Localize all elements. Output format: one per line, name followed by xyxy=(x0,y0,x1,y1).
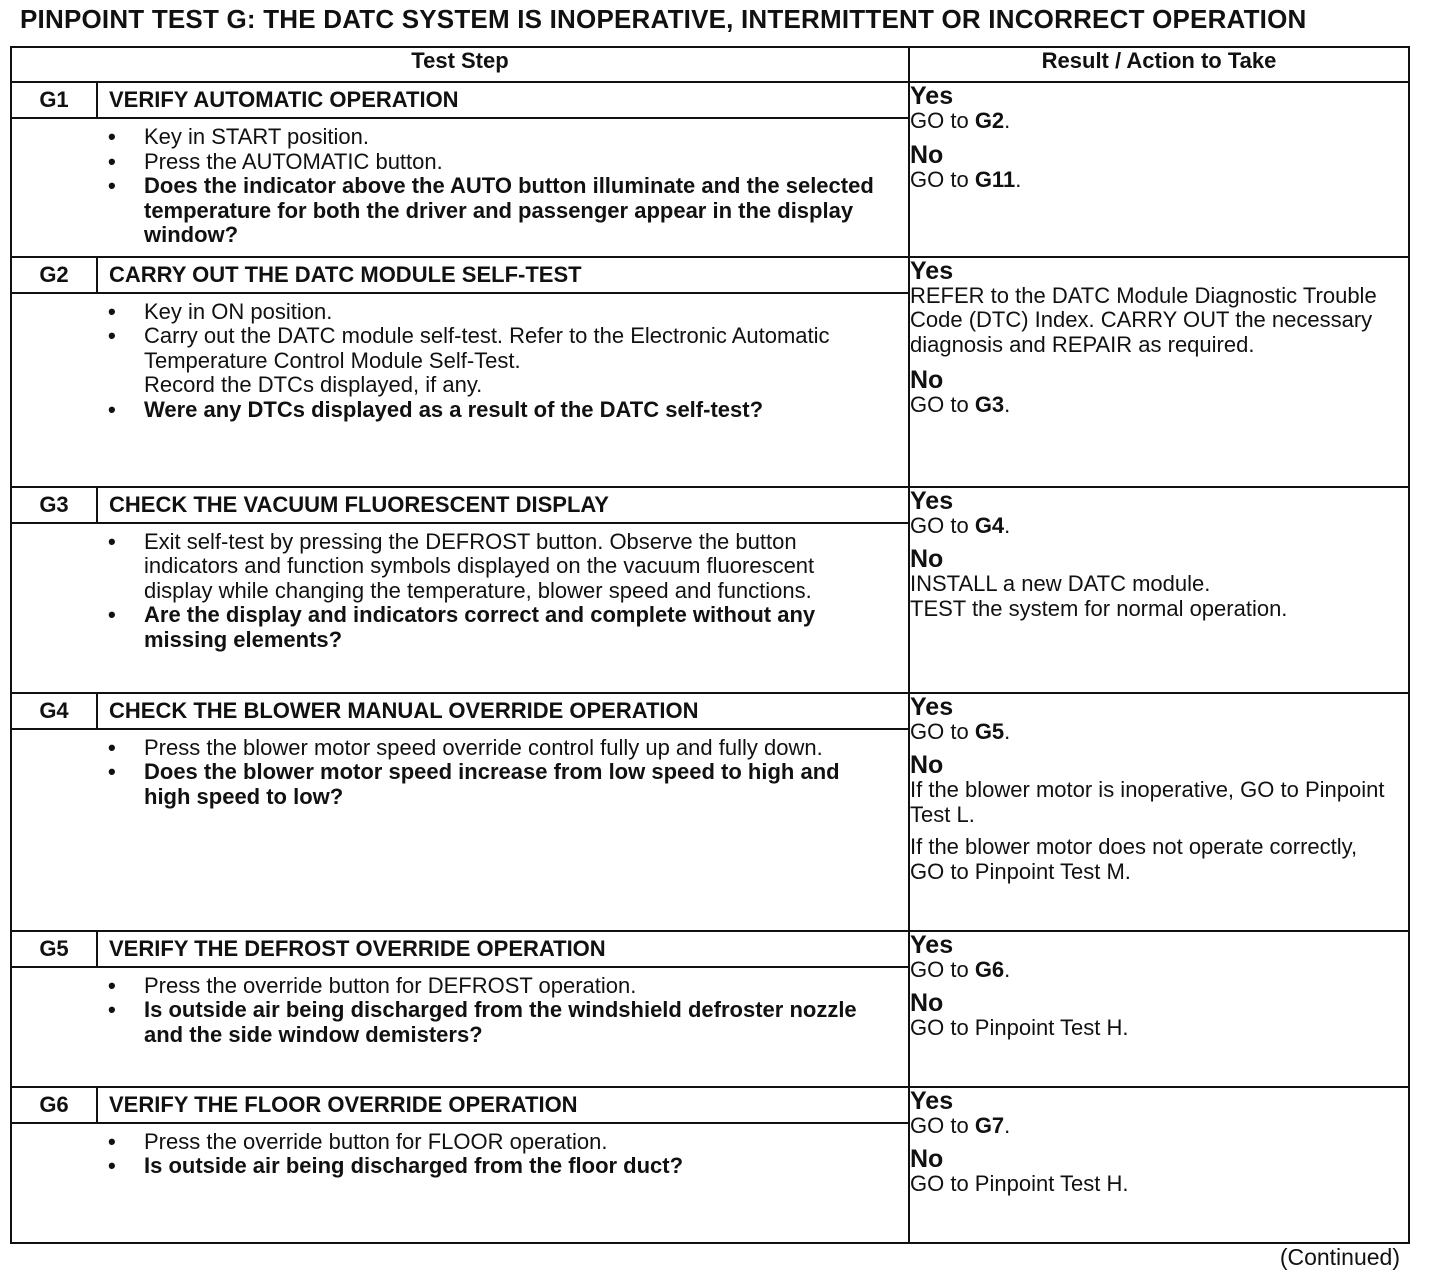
instruction-item: • Exit self-test by pressing the DEFROST button. Observe the button indicators and function symbols displayed on the vacuum fluorescent display while changing the temperature, blower speed and functions. xyxy=(12,530,908,604)
yes-action: REFER to the DATC Module Diagnostic Trouble Code (DTC) Index. CARRY OUT the necessary diagnosis and REPAIR as required. xyxy=(910,282,1377,357)
test-question: • Does the blower motor speed increase from low speed to high and high speed to low? xyxy=(12,760,908,809)
goto-step-link: G11 xyxy=(974,166,1016,192)
yes-action: GO to G7. xyxy=(910,1112,1011,1138)
step-cell xyxy=(11,693,909,931)
yes-label: Yes xyxy=(910,256,954,285)
yes-action: GO to G5. xyxy=(910,718,1011,744)
step-title: VERIFY THE DEFROST OVERRIDE OPERATION xyxy=(109,935,606,961)
test-question: • Are the display and indicators correct and complete without any missing elements? xyxy=(12,603,908,652)
no-label: No xyxy=(910,751,944,779)
no-action-line: TEST the system for normal operation. xyxy=(910,595,1288,621)
step-id: G2 xyxy=(12,258,98,292)
yes-label: Yes xyxy=(910,82,954,110)
goto-step-link: G3 xyxy=(974,392,1005,417)
step-cell xyxy=(11,257,909,487)
test-step-row-g2 xyxy=(11,257,1409,487)
table-header-row xyxy=(11,47,1409,82)
step-id: G4 xyxy=(12,694,98,728)
instruction-item: • Press the blower motor speed override control fully up and fully down. xyxy=(12,736,908,761)
test-step-row-g6 xyxy=(11,1087,1409,1243)
yes-action: GO to G2. xyxy=(910,108,1011,133)
test-step-row-g5 xyxy=(11,931,1409,1087)
instruction-item: • Press the override button for FLOOR operation. xyxy=(12,1130,908,1155)
no-action-line: INSTALL a new DATC module. xyxy=(910,571,1211,596)
instruction-item: • Press the AUTOMATIC button. xyxy=(12,150,908,175)
step-title: VERIFY AUTOMATIC OPERATION xyxy=(109,87,459,112)
test-step-row-g3 xyxy=(11,487,1409,693)
result-cell xyxy=(909,1087,1409,1243)
step-cell xyxy=(11,82,909,257)
no-label: No xyxy=(910,989,944,1017)
step-header xyxy=(12,83,908,119)
yes-label: Yes xyxy=(910,692,954,721)
step-id: G5 xyxy=(12,932,98,966)
header-result-action: Result / Action to Take xyxy=(909,47,1409,82)
yes-label: Yes xyxy=(910,930,954,959)
yes-label: Yes xyxy=(910,486,954,515)
goto-step-link: G7 xyxy=(974,1112,1005,1138)
step-header xyxy=(12,932,908,968)
goto-step-link: G2 xyxy=(974,108,1005,133)
header-test-step: Test Step xyxy=(11,47,909,82)
no-label: No xyxy=(910,545,944,573)
step-instructions xyxy=(12,968,908,1056)
test-question: • Is outside air being discharged from the windshield defroster nozzle and the side window demisters? xyxy=(12,998,908,1047)
continued-note: (Continued) xyxy=(1279,1244,1400,1270)
result-cell xyxy=(909,257,1409,487)
step-title: CHECK THE BLOWER MANUAL OVERRIDE OPERATION xyxy=(109,697,699,723)
result-cell xyxy=(909,487,1409,693)
test-step-row-g4 xyxy=(11,693,1409,931)
yes-label: Yes xyxy=(910,1086,954,1115)
instruction-item: • Key in START position. xyxy=(12,125,908,150)
step-title: CARRY OUT THE DATC MODULE SELF-TEST xyxy=(109,261,582,287)
test-step-row-g1 xyxy=(11,82,1409,257)
no-label: No xyxy=(910,140,944,169)
step-id: G3 xyxy=(12,488,98,522)
goto-step-link: G4 xyxy=(974,512,1005,538)
test-question: • Were any DTCs displayed as a result of the DATC self-test? xyxy=(12,398,908,423)
step-instructions xyxy=(12,119,908,256)
goto-step-link: G5 xyxy=(974,718,1005,744)
no-action: GO to G11. xyxy=(910,166,1022,192)
step-instructions xyxy=(12,730,908,818)
instruction-item: • Press the override button for DEFROST operation. xyxy=(12,974,908,999)
step-instructions xyxy=(12,524,908,661)
step-cell xyxy=(11,487,909,693)
pinpoint-test-table xyxy=(10,46,1410,1244)
no-action-line: If the blower motor does not operate correctly, GO to Pinpoint Test M. xyxy=(910,834,1358,884)
step-instructions xyxy=(12,1124,908,1187)
step-title: CHECK THE VACUUM FLUORESCENT DISPLAY xyxy=(109,491,609,517)
goto-step-link: G6 xyxy=(974,956,1005,982)
step-header xyxy=(12,694,908,730)
step-instructions xyxy=(12,294,908,431)
step-cell xyxy=(11,931,909,1087)
instruction-item: • Carry out the DATC module self-test. Refer to the Electronic Automatic Temperature Control Module Self-Test. xyxy=(12,324,908,373)
page-title: PINPOINT TEST G: THE DATC SYSTEM IS INOPERATIVE, INTERMITTENT OR INCORRECT OPERATION xyxy=(20,4,1307,34)
instruction-item: • Key in ON position. xyxy=(12,300,908,325)
result-cell xyxy=(909,693,1409,931)
yes-action: GO to G4. xyxy=(910,512,1011,538)
no-label: No xyxy=(910,1145,944,1173)
step-header xyxy=(12,488,908,524)
yes-action: GO to G6. xyxy=(910,956,1011,982)
instruction-continuation: Record the DTCs displayed, if any. xyxy=(144,372,483,397)
test-question: • Does the indicator above the AUTO button illuminate and the selected temperature for both the driver and passenger appear in the display window? xyxy=(12,174,908,248)
no-action: GO to Pinpoint Test H. xyxy=(910,1171,1129,1196)
no-action-line: If the blower motor is inoperative, GO to Pinpoint Test L. xyxy=(910,777,1385,827)
step-header xyxy=(12,258,908,294)
step-id: G1 xyxy=(12,83,98,117)
no-action: GO to G3. xyxy=(910,392,1011,417)
result-cell xyxy=(909,931,1409,1087)
no-action: GO to Pinpoint Test H. xyxy=(910,1015,1129,1040)
step-id: G6 xyxy=(12,1088,98,1122)
step-header xyxy=(12,1088,908,1124)
test-question: • Is outside air being discharged from the floor duct? xyxy=(12,1154,908,1179)
no-label: No xyxy=(910,366,944,394)
step-cell xyxy=(11,1087,909,1243)
result-cell xyxy=(909,82,1409,257)
step-title: VERIFY THE FLOOR OVERRIDE OPERATION xyxy=(109,1091,578,1117)
